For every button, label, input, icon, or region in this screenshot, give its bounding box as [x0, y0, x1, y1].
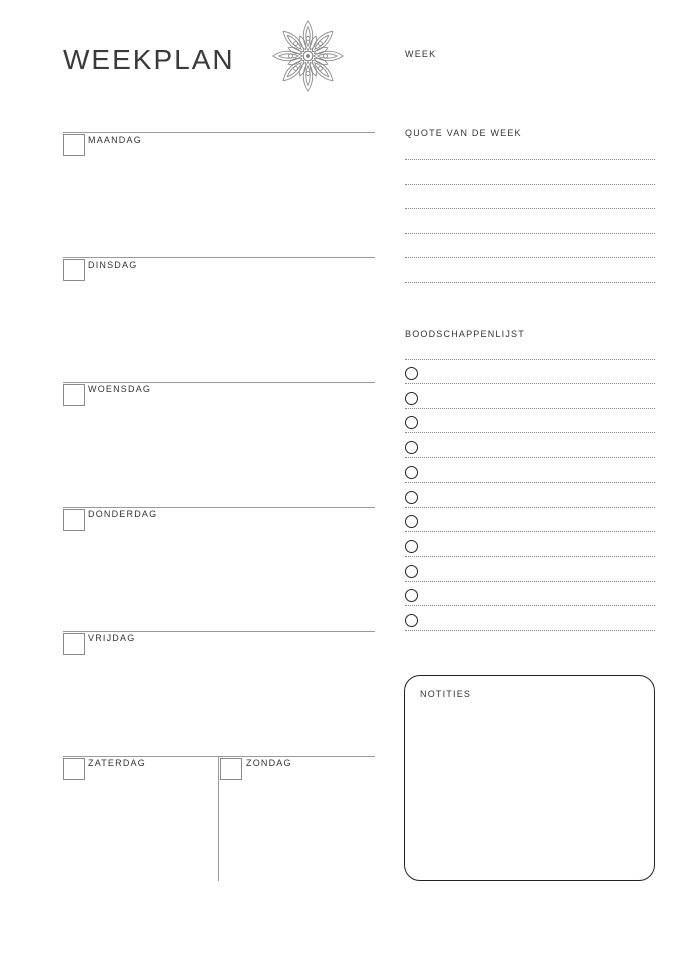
- quote-line[interactable]: [405, 184, 655, 185]
- day-divider: [63, 257, 375, 258]
- shopping-line: [405, 630, 655, 631]
- quote-line[interactable]: [405, 208, 655, 209]
- day-label-wednesday: WOENSDAG: [88, 384, 152, 394]
- notes-box[interactable]: [404, 675, 655, 881]
- day-divider: [63, 132, 375, 133]
- quote-label: QUOTE VAN DE WEEK: [405, 128, 522, 138]
- shopping-line: [405, 507, 655, 508]
- shopping-line: [405, 432, 655, 433]
- shopping-checkbox[interactable]: [405, 515, 418, 528]
- day-divider: [63, 382, 375, 383]
- page-title: WEEKPLAN: [63, 44, 235, 75]
- shopping-line: [405, 605, 655, 606]
- day-checkbox-sunday[interactable]: [220, 758, 242, 780]
- shopping-line: [405, 556, 655, 557]
- day-checkbox-thursday[interactable]: [63, 509, 85, 531]
- shopping-checkbox[interactable]: [405, 367, 418, 380]
- day-label-friday: VRIJDAG: [88, 633, 136, 643]
- day-divider: [63, 631, 375, 632]
- day-checkbox-friday[interactable]: [63, 633, 85, 655]
- shopping-checkbox[interactable]: [405, 540, 418, 553]
- mandala-flower-icon: [269, 17, 347, 95]
- shopping-checkbox[interactable]: [405, 614, 418, 627]
- day-label-thursday: DONDERDAG: [88, 509, 158, 519]
- quote-line[interactable]: [405, 257, 655, 258]
- shopping-checkbox[interactable]: [405, 589, 418, 602]
- shopping-line: [405, 457, 655, 458]
- day-checkbox-tuesday[interactable]: [63, 259, 85, 281]
- shopping-checkbox[interactable]: [405, 565, 418, 578]
- shopping-line: [405, 482, 655, 483]
- day-checkbox-monday[interactable]: [63, 134, 85, 156]
- shopping-line: [405, 359, 655, 360]
- quote-line[interactable]: [405, 159, 655, 160]
- week-label: WEEK: [405, 49, 437, 59]
- shopping-checkbox[interactable]: [405, 441, 418, 454]
- shopping-list-label: BOODSCHAPPENLIJST: [405, 329, 525, 339]
- shopping-line: [405, 383, 655, 384]
- day-checkbox-wednesday[interactable]: [63, 384, 85, 406]
- notes-label: NOTITIES: [420, 689, 472, 699]
- day-label-tuesday: DINSDAG: [88, 260, 138, 270]
- shopping-line: [405, 408, 655, 409]
- quote-line[interactable]: [405, 282, 655, 283]
- day-divider: [63, 507, 375, 508]
- shopping-checkbox[interactable]: [405, 392, 418, 405]
- day-label-saturday: ZATERDAG: [88, 758, 146, 768]
- day-label-sunday: ZONDAG: [246, 758, 292, 768]
- weekend-divider: [218, 756, 219, 881]
- day-divider: [63, 756, 375, 757]
- shopping-checkbox[interactable]: [405, 491, 418, 504]
- shopping-line: [405, 581, 655, 582]
- shopping-checkbox[interactable]: [405, 416, 418, 429]
- day-label-monday: MAANDAG: [88, 135, 142, 145]
- quote-line[interactable]: [405, 233, 655, 234]
- shopping-checkbox[interactable]: [405, 466, 418, 479]
- shopping-line: [405, 531, 655, 532]
- day-checkbox-saturday[interactable]: [63, 758, 85, 780]
